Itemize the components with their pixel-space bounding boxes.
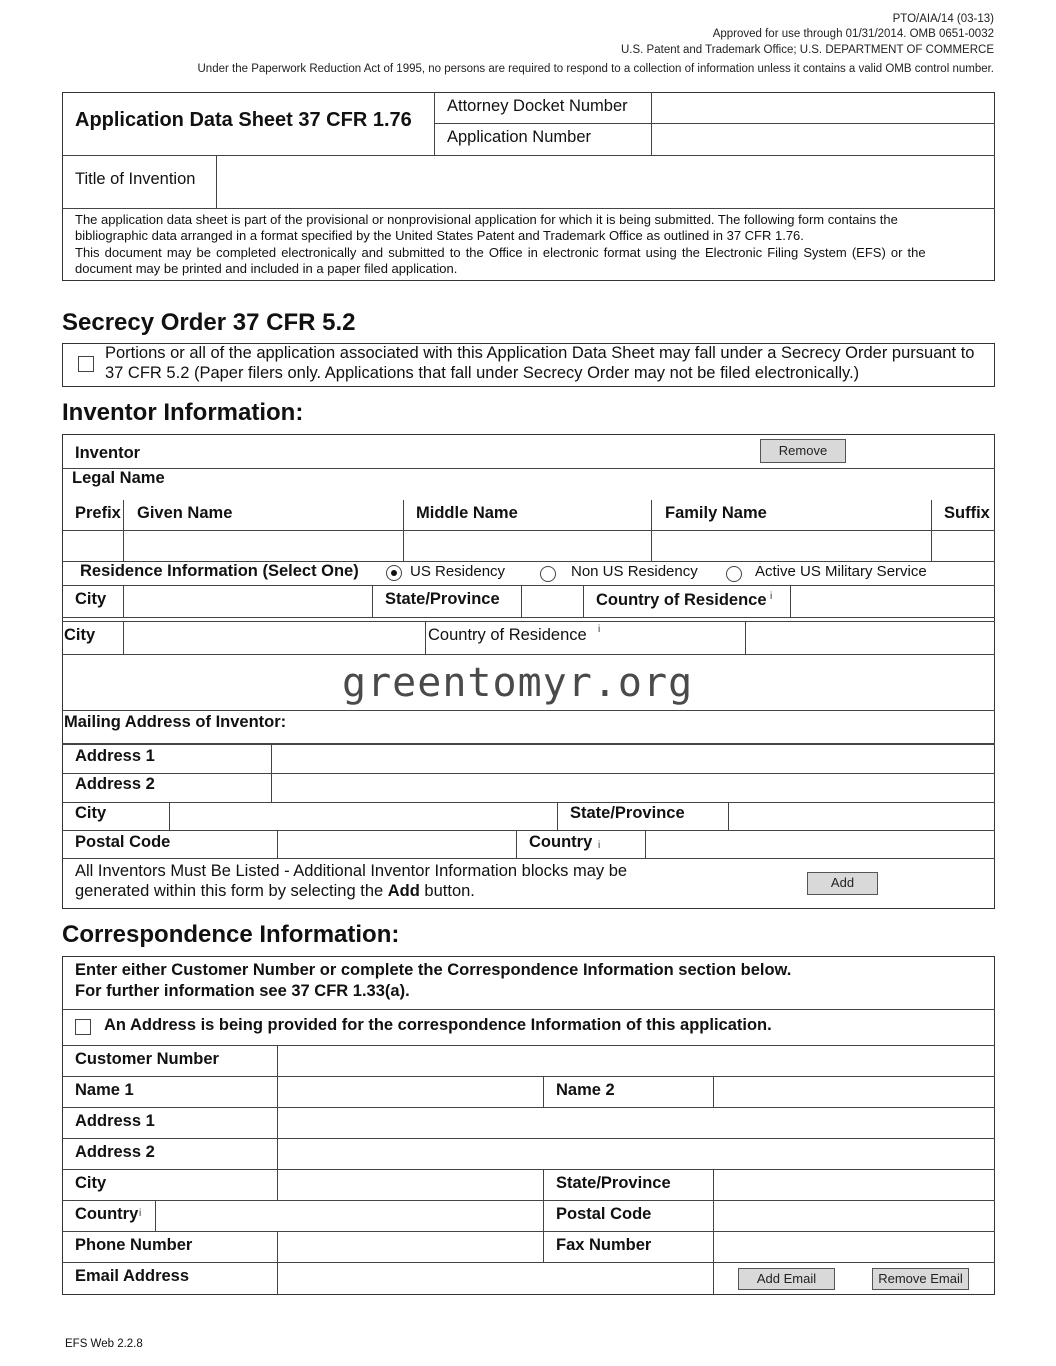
family-name-input[interactable] <box>653 532 930 560</box>
mailing-state-label: State/Province <box>570 804 685 822</box>
secrecy-checkbox[interactable] <box>78 356 94 372</box>
corr-address2-input[interactable] <box>279 1140 993 1168</box>
approval-text: Approved for use through 01/31/2014. OMB 0651-0032 <box>712 28 994 40</box>
corr-country-input[interactable] <box>157 1202 542 1230</box>
intro-line-3: This document may be completed electronically and submitted to the Office in electronic format using the Electronic Filing System (EFS) or the <box>75 245 926 260</box>
add-inventor-button[interactable]: Add <box>807 872 878 895</box>
name1-input[interactable] <box>279 1078 542 1106</box>
correspondence-address-label: An Address is being provided for the correspondence Information of this application. <box>104 1016 772 1034</box>
title-of-invention-input[interactable] <box>218 157 993 207</box>
address1-label: Address 1 <box>75 747 155 765</box>
corr-state-input[interactable] <box>715 1171 993 1199</box>
email-address-input[interactable] <box>279 1264 712 1294</box>
fax-number-label: Fax Number <box>556 1236 652 1254</box>
fax-number-input[interactable] <box>715 1233 993 1261</box>
family-name-label: Family Name <box>665 504 767 522</box>
customer-number-label: Customer Number <box>75 1050 219 1068</box>
country-of-residence-label: Country of Residence <box>596 591 767 609</box>
state-province-label: State/Province <box>385 590 500 608</box>
country-of-residence-label-2: Country of Residence <box>428 626 587 644</box>
info-icon: i <box>598 624 601 635</box>
paperwork-notice: Under the Paperwork Reduction Act of 1995, no persons are required to respond to a collection of information unless it contains a valid OMB control number. <box>197 63 994 75</box>
country-of-residence-input[interactable] <box>792 587 993 615</box>
name2-label: Name 2 <box>556 1081 615 1099</box>
correspondence-heading: Correspondence Information: <box>62 921 400 948</box>
city-label: City <box>75 590 107 608</box>
correspondence-address-checkbox[interactable] <box>75 1019 91 1035</box>
middle-name-label: Middle Name <box>416 504 518 522</box>
all-inventors-note-line-2: generated within this form by selecting the Add button. <box>75 882 475 900</box>
corr-city-label: City <box>75 1174 107 1192</box>
postal-code-input[interactable] <box>279 832 515 856</box>
us-residency-label: US Residency <box>410 563 506 580</box>
remove-inventor-button[interactable]: Remove <box>760 439 846 463</box>
address2-label: Address 2 <box>75 775 155 793</box>
watermark: greentomyr.org <box>342 660 694 706</box>
corr-state-label: State/Province <box>556 1174 671 1192</box>
given-name-label: Given Name <box>137 504 233 522</box>
secrecy-line-2: 37 CFR 5.2 (Paper filers only. Applications that fall under Secrecy Order may not be filed electronically.) <box>105 364 860 382</box>
city-label-2: City <box>64 626 96 644</box>
military-service-radio[interactable] <box>726 566 742 582</box>
attorney-docket-label: Attorney Docket Number <box>447 97 628 115</box>
inventor-heading: Inventor Information: <box>62 399 304 426</box>
mailing-state-input[interactable] <box>730 804 993 828</box>
add-email-button[interactable]: Add Email <box>738 1268 835 1290</box>
name1-label: Name 1 <box>75 1081 134 1099</box>
intro-line-1: The application data sheet is part of the provisional or nonprovisional application for which it is being submitted. The following form contains the <box>75 212 898 227</box>
phone-number-label: Phone Number <box>75 1236 193 1254</box>
residence-label: Residence Information (Select One) <box>80 562 359 580</box>
us-residency-radio[interactable] <box>386 565 402 581</box>
secrecy-heading: Secrecy Order 37 CFR 5.2 <box>62 309 356 336</box>
suffix-label: Suffix <box>944 504 990 522</box>
info-icon: i <box>770 591 773 602</box>
inventor-label: Inventor <box>75 444 141 462</box>
intro-line-2: bibliographic data arranged in a format specified by the United States Patent and Trademark Office as outlined in 37 CFR 1.76. <box>75 228 804 243</box>
correspondence-instruction-2: For further information see 37 CFR 1.33(a). <box>75 982 410 1000</box>
agency-text: U.S. Patent and Trademark Office; U.S. DEPARTMENT OF COMMERCE <box>621 44 994 56</box>
address2-input[interactable] <box>273 775 993 801</box>
intro-line-4: document may be printed and included in a paper filed application. <box>75 261 458 276</box>
name2-input[interactable] <box>715 1078 993 1106</box>
middle-name-input[interactable] <box>405 532 650 560</box>
mailing-city-input[interactable] <box>171 804 556 828</box>
city-input-2[interactable] <box>125 623 424 652</box>
corr-city-input[interactable] <box>279 1171 542 1199</box>
correspondence-instruction-1: Enter either Customer Number or complete the Correspondence Information section below. <box>75 961 792 979</box>
email-address-label: Email Address <box>75 1267 190 1285</box>
corr-postal-code-input[interactable] <box>715 1202 993 1230</box>
form-id: PTO/AIA/14 (03-13) <box>892 13 994 25</box>
secrecy-line-1: Portions or all of the application associated with this Application Data Sheet may fall under a Secrecy Order pursuant to <box>105 344 975 362</box>
attorney-docket-input[interactable] <box>653 94 993 122</box>
info-icon: i <box>139 1208 142 1219</box>
corr-address1-input[interactable] <box>279 1109 993 1137</box>
state-province-input[interactable] <box>523 587 581 615</box>
phone-number-input[interactable] <box>279 1233 542 1261</box>
corr-postal-code-label: Postal Code <box>556 1205 652 1223</box>
suffix-input[interactable] <box>933 532 994 560</box>
info-icon: i <box>598 840 601 851</box>
remove-email-button[interactable]: Remove Email <box>872 1268 969 1290</box>
address1-input[interactable] <box>273 747 993 772</box>
legal-name-label: Legal Name <box>72 469 165 487</box>
city-input[interactable] <box>125 587 371 615</box>
prefix-label: Prefix <box>75 504 121 522</box>
postal-code-label: Postal Code <box>75 833 171 851</box>
given-name-input[interactable] <box>125 532 402 560</box>
military-service-label: Active US Military Service <box>755 563 927 580</box>
prefix-input[interactable] <box>63 532 122 560</box>
application-number-label: Application Number <box>447 128 591 146</box>
corr-address2-label: Address 2 <box>75 1143 155 1161</box>
non-us-residency-radio[interactable] <box>540 566 556 582</box>
application-number-input[interactable] <box>653 125 993 154</box>
mailing-country-input[interactable] <box>647 832 993 856</box>
mailing-address-heading: Mailing Address of Inventor: <box>64 713 287 731</box>
corr-country-label: Country <box>75 1205 139 1223</box>
corr-address1-label: Address 1 <box>75 1112 155 1130</box>
mailing-city-label: City <box>75 804 107 822</box>
non-us-residency-label: Non US Residency <box>571 563 698 580</box>
country-of-residence-input-2[interactable] <box>747 623 993 652</box>
form-title: Application Data Sheet 37 CFR 1.76 <box>75 109 412 131</box>
title-of-invention-label: Title of Invention <box>75 170 196 188</box>
mailing-country-label: Country <box>529 833 593 851</box>
all-inventors-note-line-1: All Inventors Must Be Listed - Additional Inventor Information blocks may be <box>75 862 628 880</box>
efs-version: EFS Web 2.2.8 <box>65 1338 143 1350</box>
customer-number-input[interactable] <box>279 1047 993 1075</box>
